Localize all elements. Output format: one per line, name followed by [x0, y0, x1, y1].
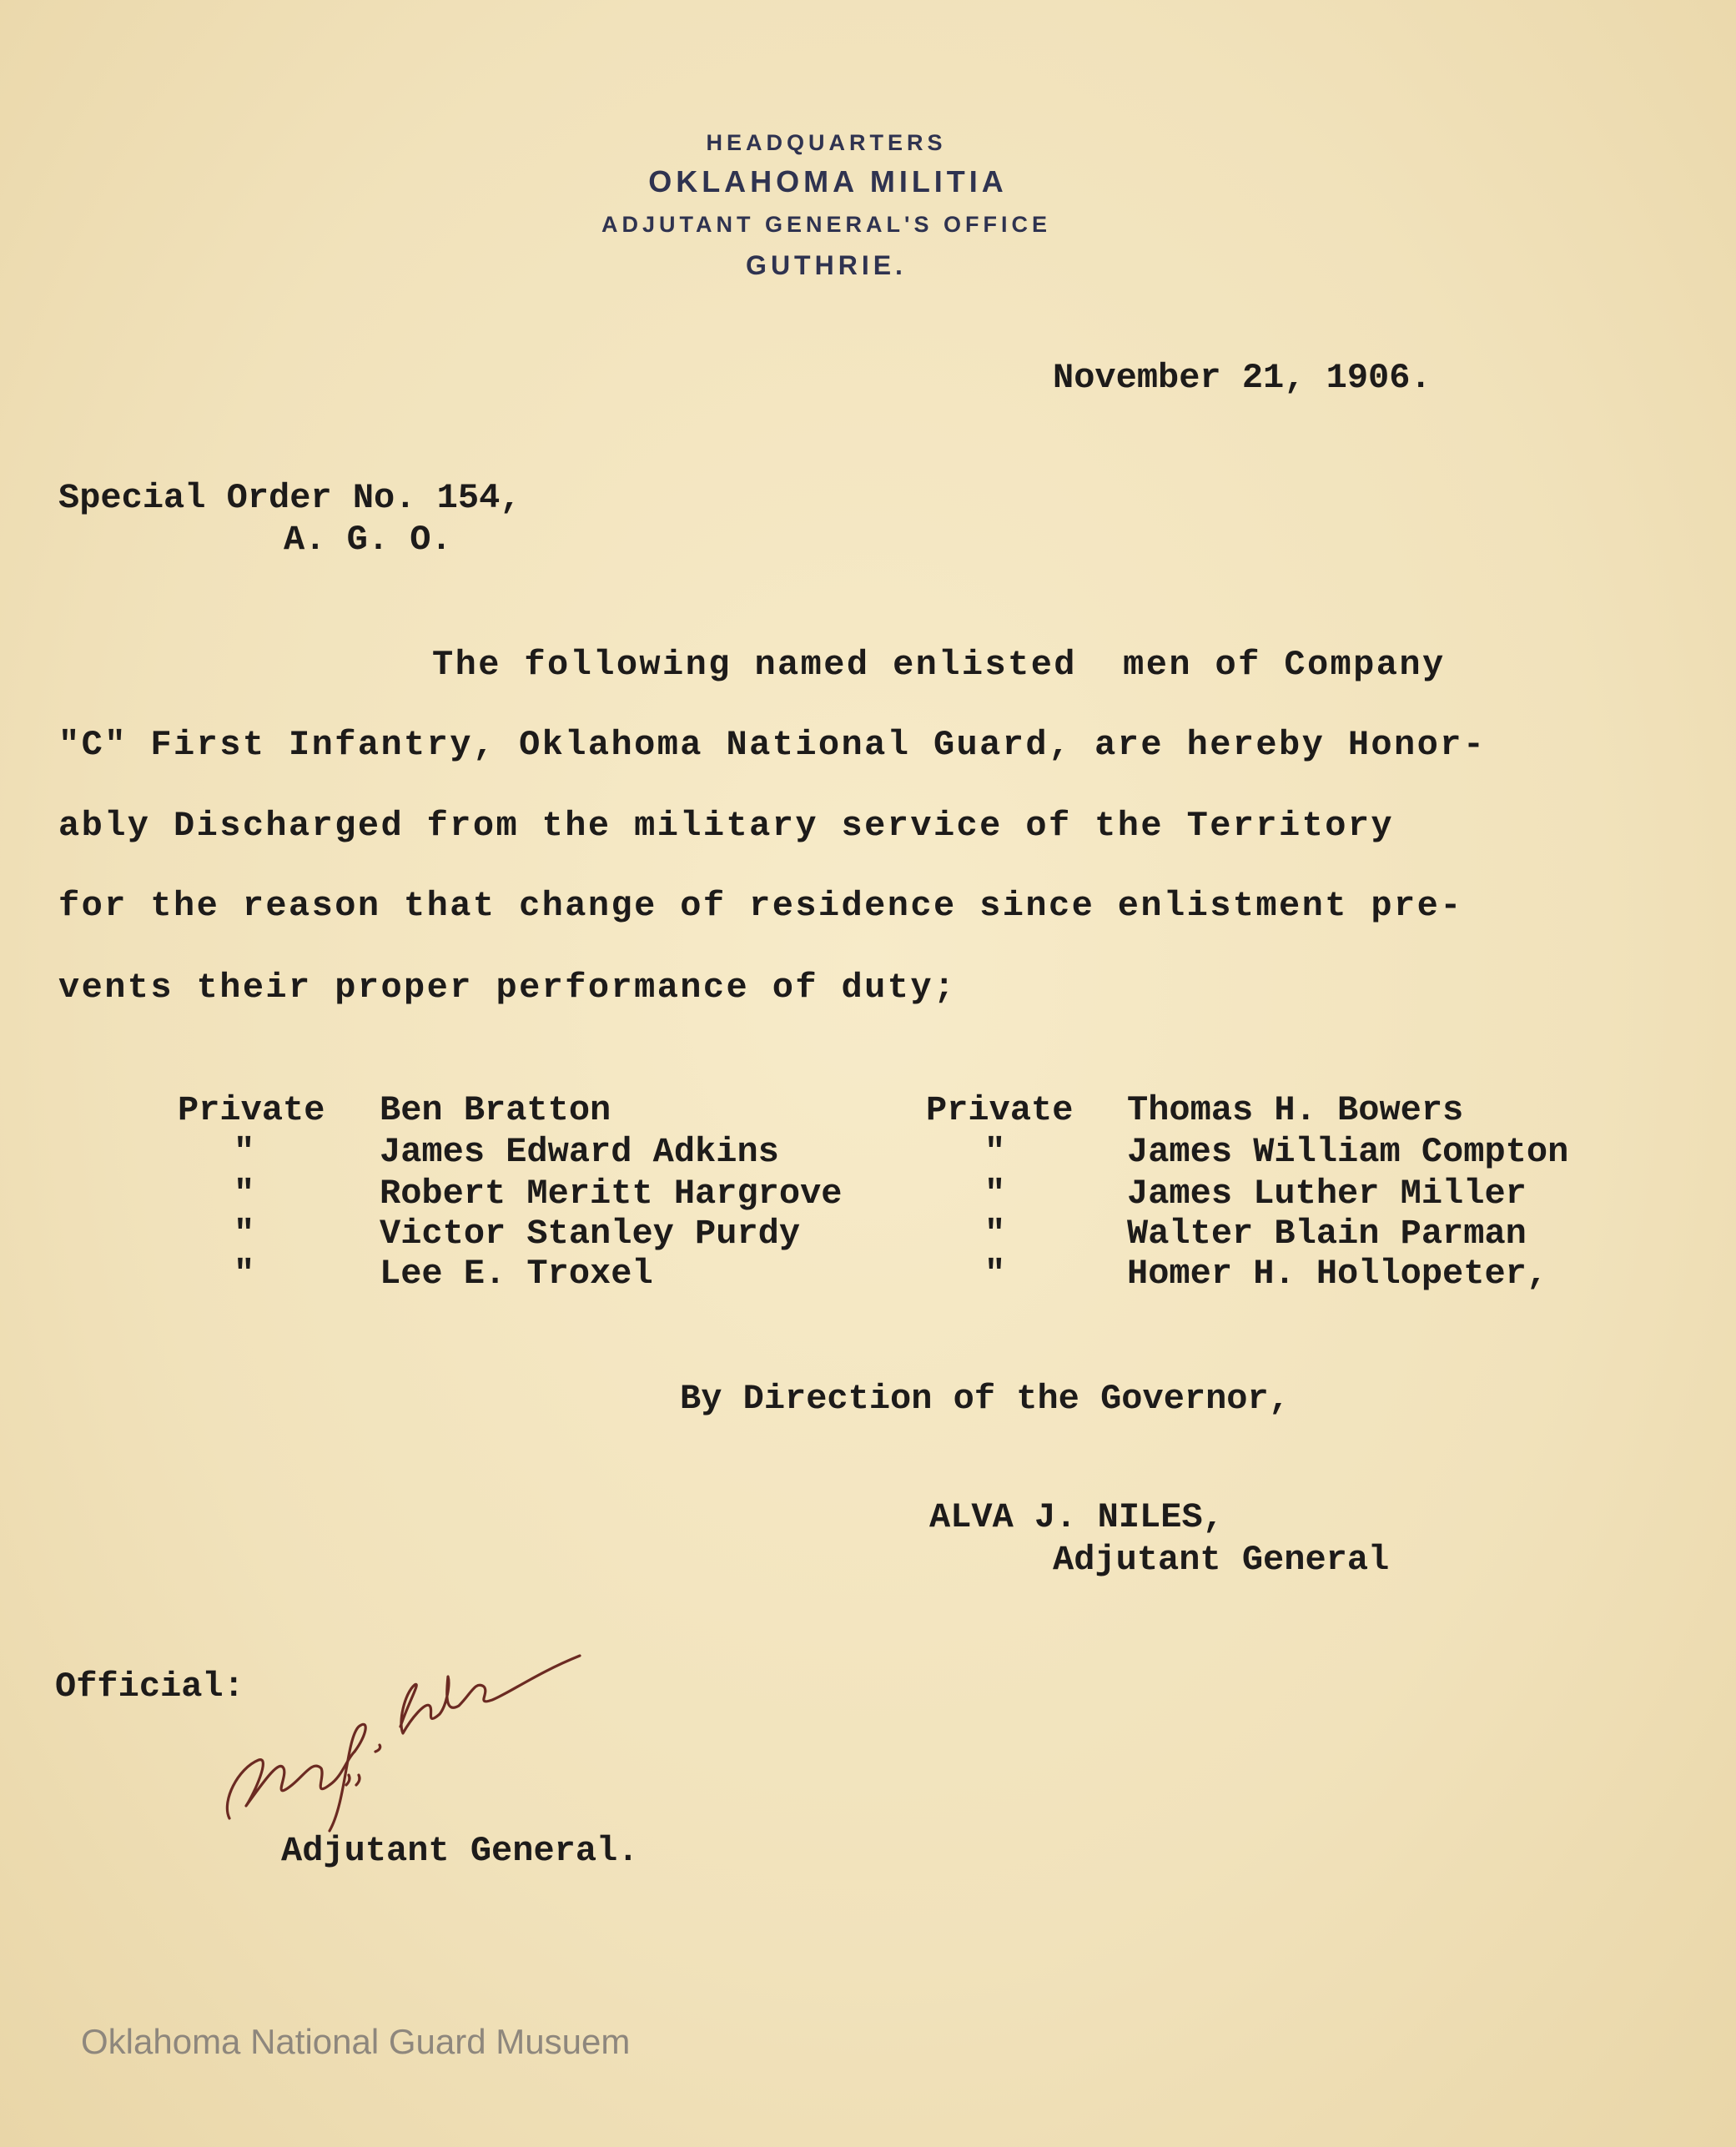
roster-name: Ben Bratton [380, 1090, 611, 1130]
body-line-4: for the reason that change of residence since enlistment pre- [58, 886, 1463, 926]
roster-rank: Private [926, 1090, 1074, 1130]
official-title: Adjutant General. [281, 1831, 639, 1871]
letterhead-headquarters: HEADQUARTERS [706, 130, 947, 155]
signature-stroke [375, 1745, 380, 1752]
roster-rank: " [984, 1254, 1006, 1294]
letter-date: November 21, 1906. [1053, 358, 1432, 398]
closing-line: By Direction of the Governor, [680, 1379, 1290, 1419]
letterhead-office: ADJUTANT GENERAL'S OFFICE [601, 212, 1051, 237]
signer-name: ALVA J. NILES, [929, 1497, 1224, 1537]
handwritten-signature [221, 1635, 613, 1835]
roster-rank: " [984, 1132, 1006, 1172]
body-line-1: The following named enlisted men of Company [432, 645, 1446, 685]
roster-rank: " [984, 1214, 1006, 1254]
body-line-3: ably Discharged from the military service of the Territory [58, 806, 1395, 846]
roster-rank: " [234, 1174, 255, 1214]
signature-stroke [227, 1752, 355, 1818]
official-label: Official: [55, 1667, 244, 1707]
roster-rank: " [984, 1174, 1006, 1214]
roster-rank: " [234, 1214, 255, 1254]
roster-name: Victor Stanley Purdy [380, 1214, 801, 1254]
roster-rank: " [234, 1132, 255, 1172]
roster-name: Robert Meritt Hargrove [380, 1174, 843, 1214]
body-line-5: vents their proper performance of duty; [58, 968, 957, 1008]
special-order-number: Special Order No. 154, [58, 478, 521, 518]
signature-stroke [400, 1656, 580, 1733]
roster-name: James Luther Miller [1127, 1174, 1527, 1214]
signer-title: Adjutant General [1053, 1540, 1390, 1580]
roster-rank: Private [178, 1090, 325, 1130]
body-line-2: "C" First Infantry, Oklahoma National Guard, are hereby Honor- [58, 725, 1487, 765]
letterhead-city: GUTHRIE. [746, 250, 907, 280]
museum-watermark: Oklahoma National Guard Musuem [81, 2022, 631, 2061]
roster-name: Lee E. Troxel [380, 1254, 653, 1294]
roster-rank: " [234, 1254, 255, 1294]
roster-name: Walter Blain Parman [1127, 1214, 1527, 1254]
roster-name: Thomas H. Bowers [1127, 1090, 1464, 1130]
letterhead-organization: OKLAHOMA MILITIA [648, 164, 1008, 199]
roster-name: James William Compton [1127, 1132, 1569, 1172]
roster-name: Homer H. Hollopeter, [1127, 1254, 1548, 1294]
signature-stroke [346, 1775, 360, 1785]
special-order-office: A. G. O. [284, 520, 452, 560]
roster-name: James Edward Adkins [380, 1132, 779, 1172]
